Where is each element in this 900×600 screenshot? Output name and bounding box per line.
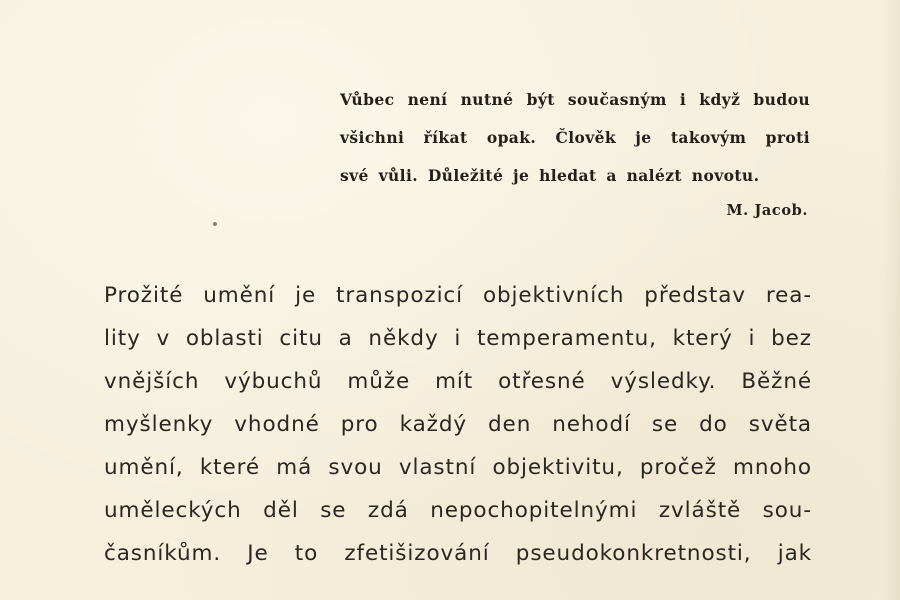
body-line: časníkům. Je to zfetišizování pseudokonkretnosti, jak (104, 541, 812, 566)
epigraph-author: M. Jacob. (726, 202, 808, 219)
body-line: lity v oblasti citu a někdy i temperamentu, který i bez (104, 326, 812, 351)
epigraph-line: Vůbec není nutné být současným i když budou (340, 90, 810, 109)
body-line: vnějších výbuchů může mít otřesné výsledky. Běžné (104, 369, 812, 394)
body-line: umění, které má svou vlastní objektivitu, pročež mnoho (104, 455, 812, 480)
body-paragraph (104, 278, 812, 579)
epigraph-quote (340, 88, 810, 202)
body-line: myšlenky vhodné pro každý den nehodí se do světa (104, 412, 812, 437)
body-line: uměleckých děl se zdá nepochopitelnými zvláště sou- (104, 498, 812, 523)
epigraph-line: všichni říkat opak. Člověk je takovým proti (340, 128, 810, 147)
page-edge-shadow (882, 0, 900, 600)
paper-speck (213, 222, 217, 226)
body-line: Prožité umění je transpozicí objektivních představ rea- (104, 283, 812, 308)
epigraph-line: své vůli. Důležité je hledat a nalézt novotu. (340, 166, 760, 185)
